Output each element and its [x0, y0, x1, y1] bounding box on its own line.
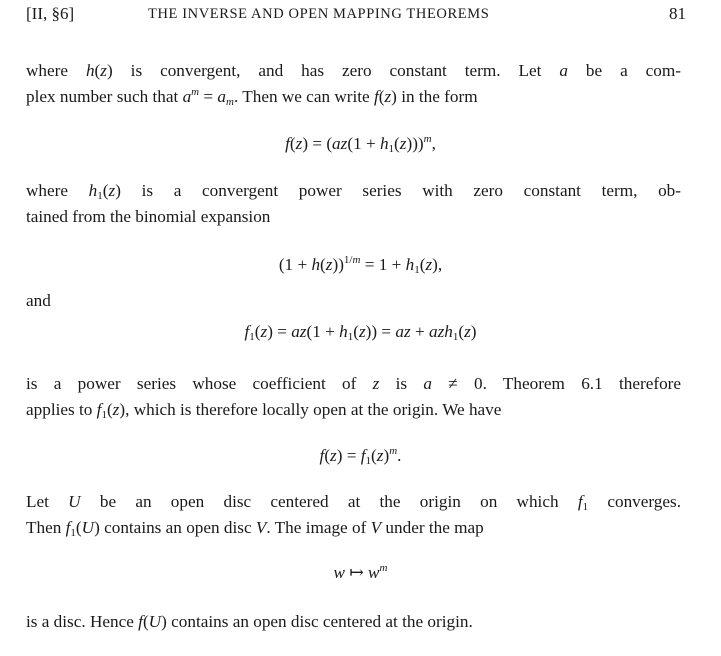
paragraph-3	[26, 371, 681, 423]
paragraph-4-line-1: Let U be an open disc centered at the origin on which $f_1$ converges.	[26, 492, 682, 513]
paragraph-1-line-2: plex number such that $a^m = a_m$. Then we can write f(z) in the form	[26, 86, 478, 108]
paragraph-and	[26, 288, 681, 314]
equation-binomial: $(1 + h(z))^{1/m} = 1 + h_1(z)$,	[278, 254, 443, 276]
paragraph-2-line-2: tained from the binomial expansion	[26, 207, 271, 226]
paragraph-5	[26, 609, 681, 635]
paragraph-3-line-2: applies to $f_1(z)$, which is therefore locally open at the origin. We have	[26, 400, 502, 421]
paragraph-1-line-1: where h(z) is convergent, and has zero constant term. Let a be a com-	[26, 61, 681, 80]
section-reference: [II, §6]	[26, 4, 75, 23]
equation-f-power: $f(z) = f_1(z)^m$.	[319, 445, 402, 467]
page-number: 81	[669, 4, 686, 23]
paragraph-2-line-1: where $h_1(z)$ is a convergent power series with zero constant term, ob-	[26, 181, 681, 202]
and-line: and	[26, 291, 51, 310]
paragraph-4-line-2: Then $f_1(U)$ contains an open disc V. The image of V under the map	[26, 518, 484, 539]
paragraph-1	[26, 58, 681, 110]
chapter-title: THE INVERSE AND OPEN MAPPING THEOREMS	[148, 6, 490, 22]
equation-map: w ↦ $w^m$	[333, 562, 388, 582]
paragraph-4	[26, 489, 681, 541]
equation-f-form: $f(z) = (az(1 + h_1(z)))^m$,	[285, 133, 436, 155]
paragraph-5-line-1: is a disc. Hence f(U) contains an open disc centered at the origin.	[26, 612, 473, 631]
running-head	[26, 4, 686, 28]
paragraph-2	[26, 178, 681, 230]
equation-f1: $f_1(z) = az(1 + h_1(z))$ = az + azh$_1$(z)	[244, 322, 477, 343]
paragraph-3-line-1: is a power series whose coefficient of z is a ≠ 0. Theorem 6.1 therefore	[26, 374, 682, 393]
